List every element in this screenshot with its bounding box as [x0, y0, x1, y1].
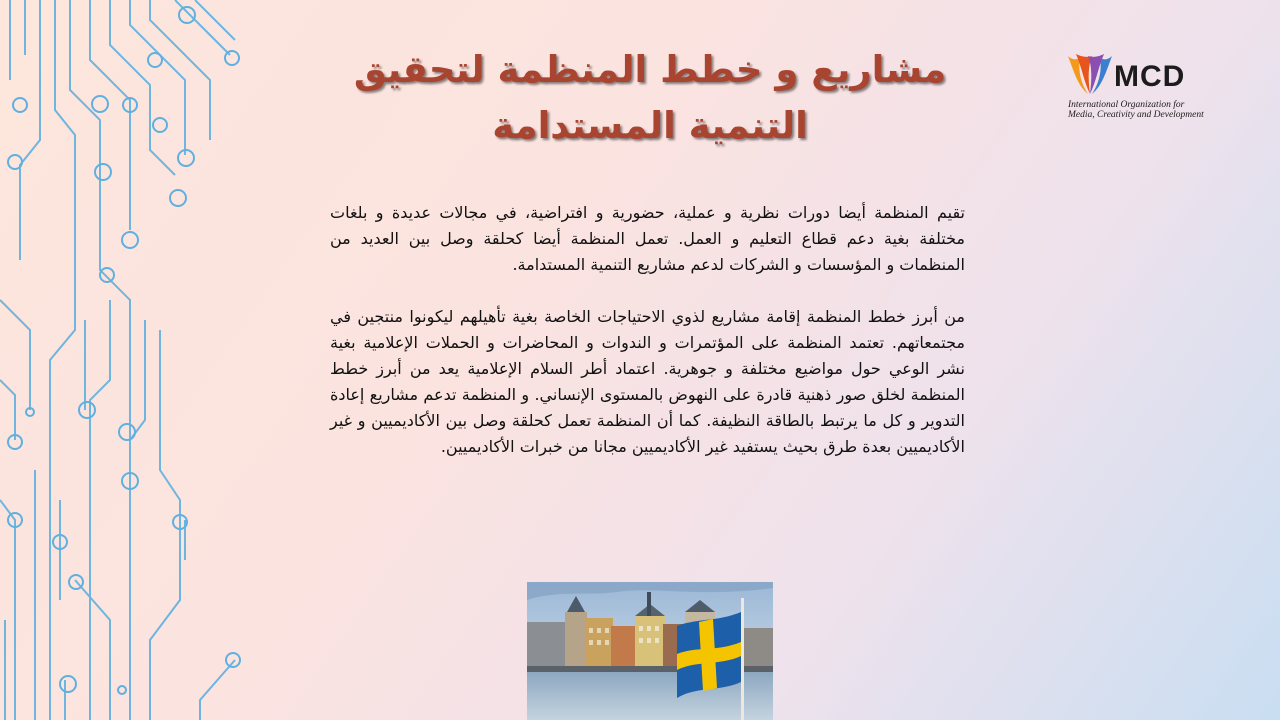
logo-subtitle-line-1: International Organization for	[1068, 100, 1185, 110]
city-flag-photo	[527, 582, 773, 720]
paragraph-2: من أبرز خطط المنظمة إقامة مشاريع لذوي الاحتياجات الخاصة بغية تأهيلهم ليكونوا منتجين في مجتمعاتهم. تعتمد المنظمة على المؤتمرات و الندوات و المحاضرات و الحملات الإعلامية بغية نشر الوعي حول مواضيع مختلفة و جوهرية. اعتماد أطر السلام الإعلامية يعد من أبرز خطط المنظمة لخلق صور ذهنية قادرة على النهوض بالمستوى الإنساني. و المنظمة تدعم مشاريع إعادة التدوير و كل ما يرتبط بالطاقة النظيفة. كما أن المنظمة تعمل كحلقة وصل بين الأكاديميين و غير الأكاديميين بعدة طرق بحيث يستفيد غير الأكاديميين مجانا من خبرات الأكاديميين.	[330, 307, 965, 456]
paragraph-1: تقيم المنظمة أيضا دورات نظرية و عملية، حضورية و افتراضية، في مجالات عديدة و بلغات مختلفة بغية دعم قطاع التعليم و العمل. تعمل المنظمة أيضا كحلقة وصل بين العديد من المنظمات و المؤسسات و الشركات لدعم مشاريع التنمية المستدامة.	[330, 203, 965, 274]
city-waterfront-with-swedish-flag-icon	[527, 582, 773, 720]
circuit-decoration-icon	[0, 0, 250, 720]
logo-subtitle	[1068, 100, 1204, 120]
logo-name: MCD	[1114, 60, 1186, 93]
slide-body	[330, 200, 965, 460]
mcd-logo	[1062, 52, 1222, 127]
logo-subtitle-line-2: Media, Creativity and Development	[1068, 110, 1204, 120]
slide-title: مشاريع و خطط المنظمة لتحقيق التنمية المستدامة	[353, 48, 947, 147]
mcd-logo-icon	[1066, 52, 1114, 98]
